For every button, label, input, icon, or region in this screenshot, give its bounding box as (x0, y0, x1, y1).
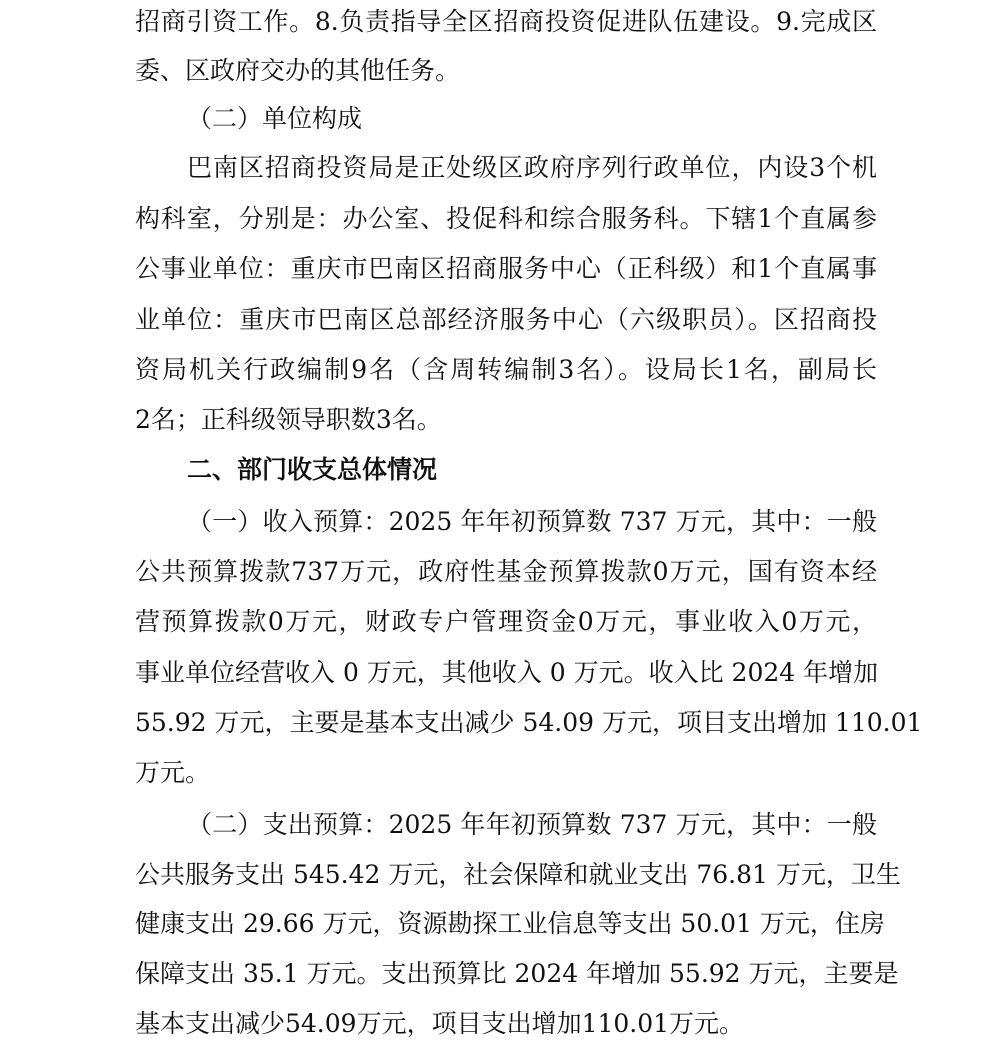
section-heading: （二）单位构成 (187, 104, 363, 133)
paragraph-line: 招商引资工作。8.负责指导全区招商投资促进队伍建设。9.完成区 (135, 7, 877, 36)
paragraph-line: 公共服务支出 545.42 万元，社会保障和就业支出 76.81 万元，卫生 (135, 860, 901, 889)
paragraph-line: 资局机关行政编制9名（含周转编制3名）。设局长1名，副局长 (135, 355, 877, 384)
paragraph-line: 公事业单位：重庆市巴南区招商服务中心（正科级）和1个直属事 (135, 254, 877, 283)
paragraph-line: 构科室，分别是：办公室、投促科和综合服务科。下辖1个直属参 (135, 204, 877, 233)
paragraph-line: 55.92 万元，主要是基本支出减少 54.09 万元，项目支出增加 110.01 (135, 708, 923, 737)
paragraph-line: 公共预算拨款737万元，政府性基金预算拨款0万元，国有资本经 (135, 557, 877, 586)
paragraph-line: 巴南区招商投资局是正处级区政府序列行政单位，内设3个机 (187, 153, 877, 182)
paragraph-line: 业单位：重庆市巴南区总部经济服务中心（六级职员）。区招商投 (135, 305, 877, 334)
paragraph-line: 万元。 (135, 758, 211, 787)
paragraph-line: 2名；正科级领导职数3名。 (135, 405, 442, 434)
paragraph-line: （一）收入预算：2025 年年初预算数 737 万元，其中：一般 (187, 507, 877, 536)
paragraph-line: （二）支出预算：2025 年年初预算数 737 万元，其中：一般 (187, 810, 877, 839)
paragraph-line: 委、区政府交办的其他任务。 (135, 56, 461, 85)
paragraph-line: 基本支出减少54.09万元，项目支出增加110.01万元。 (135, 1009, 745, 1038)
paragraph-line: 健康支出 29.66 万元，资源勘探工业信息等支出 50.01 万元，住房 (135, 909, 885, 938)
chapter-heading: 二、部门收支总体情况 (187, 455, 438, 484)
paragraph-line: 保障支出 35.1 万元。支出预算比 2024 年增加 55.92 万元，主要是 (135, 959, 899, 988)
paragraph-line: 事业单位经营收入 0 万元，其他收入 0 万元。收入比 2024 年增加 (135, 658, 879, 687)
paragraph-line: 营预算拨款0万元，财政专户管理资金0万元，事业收入0万元， (135, 607, 877, 636)
